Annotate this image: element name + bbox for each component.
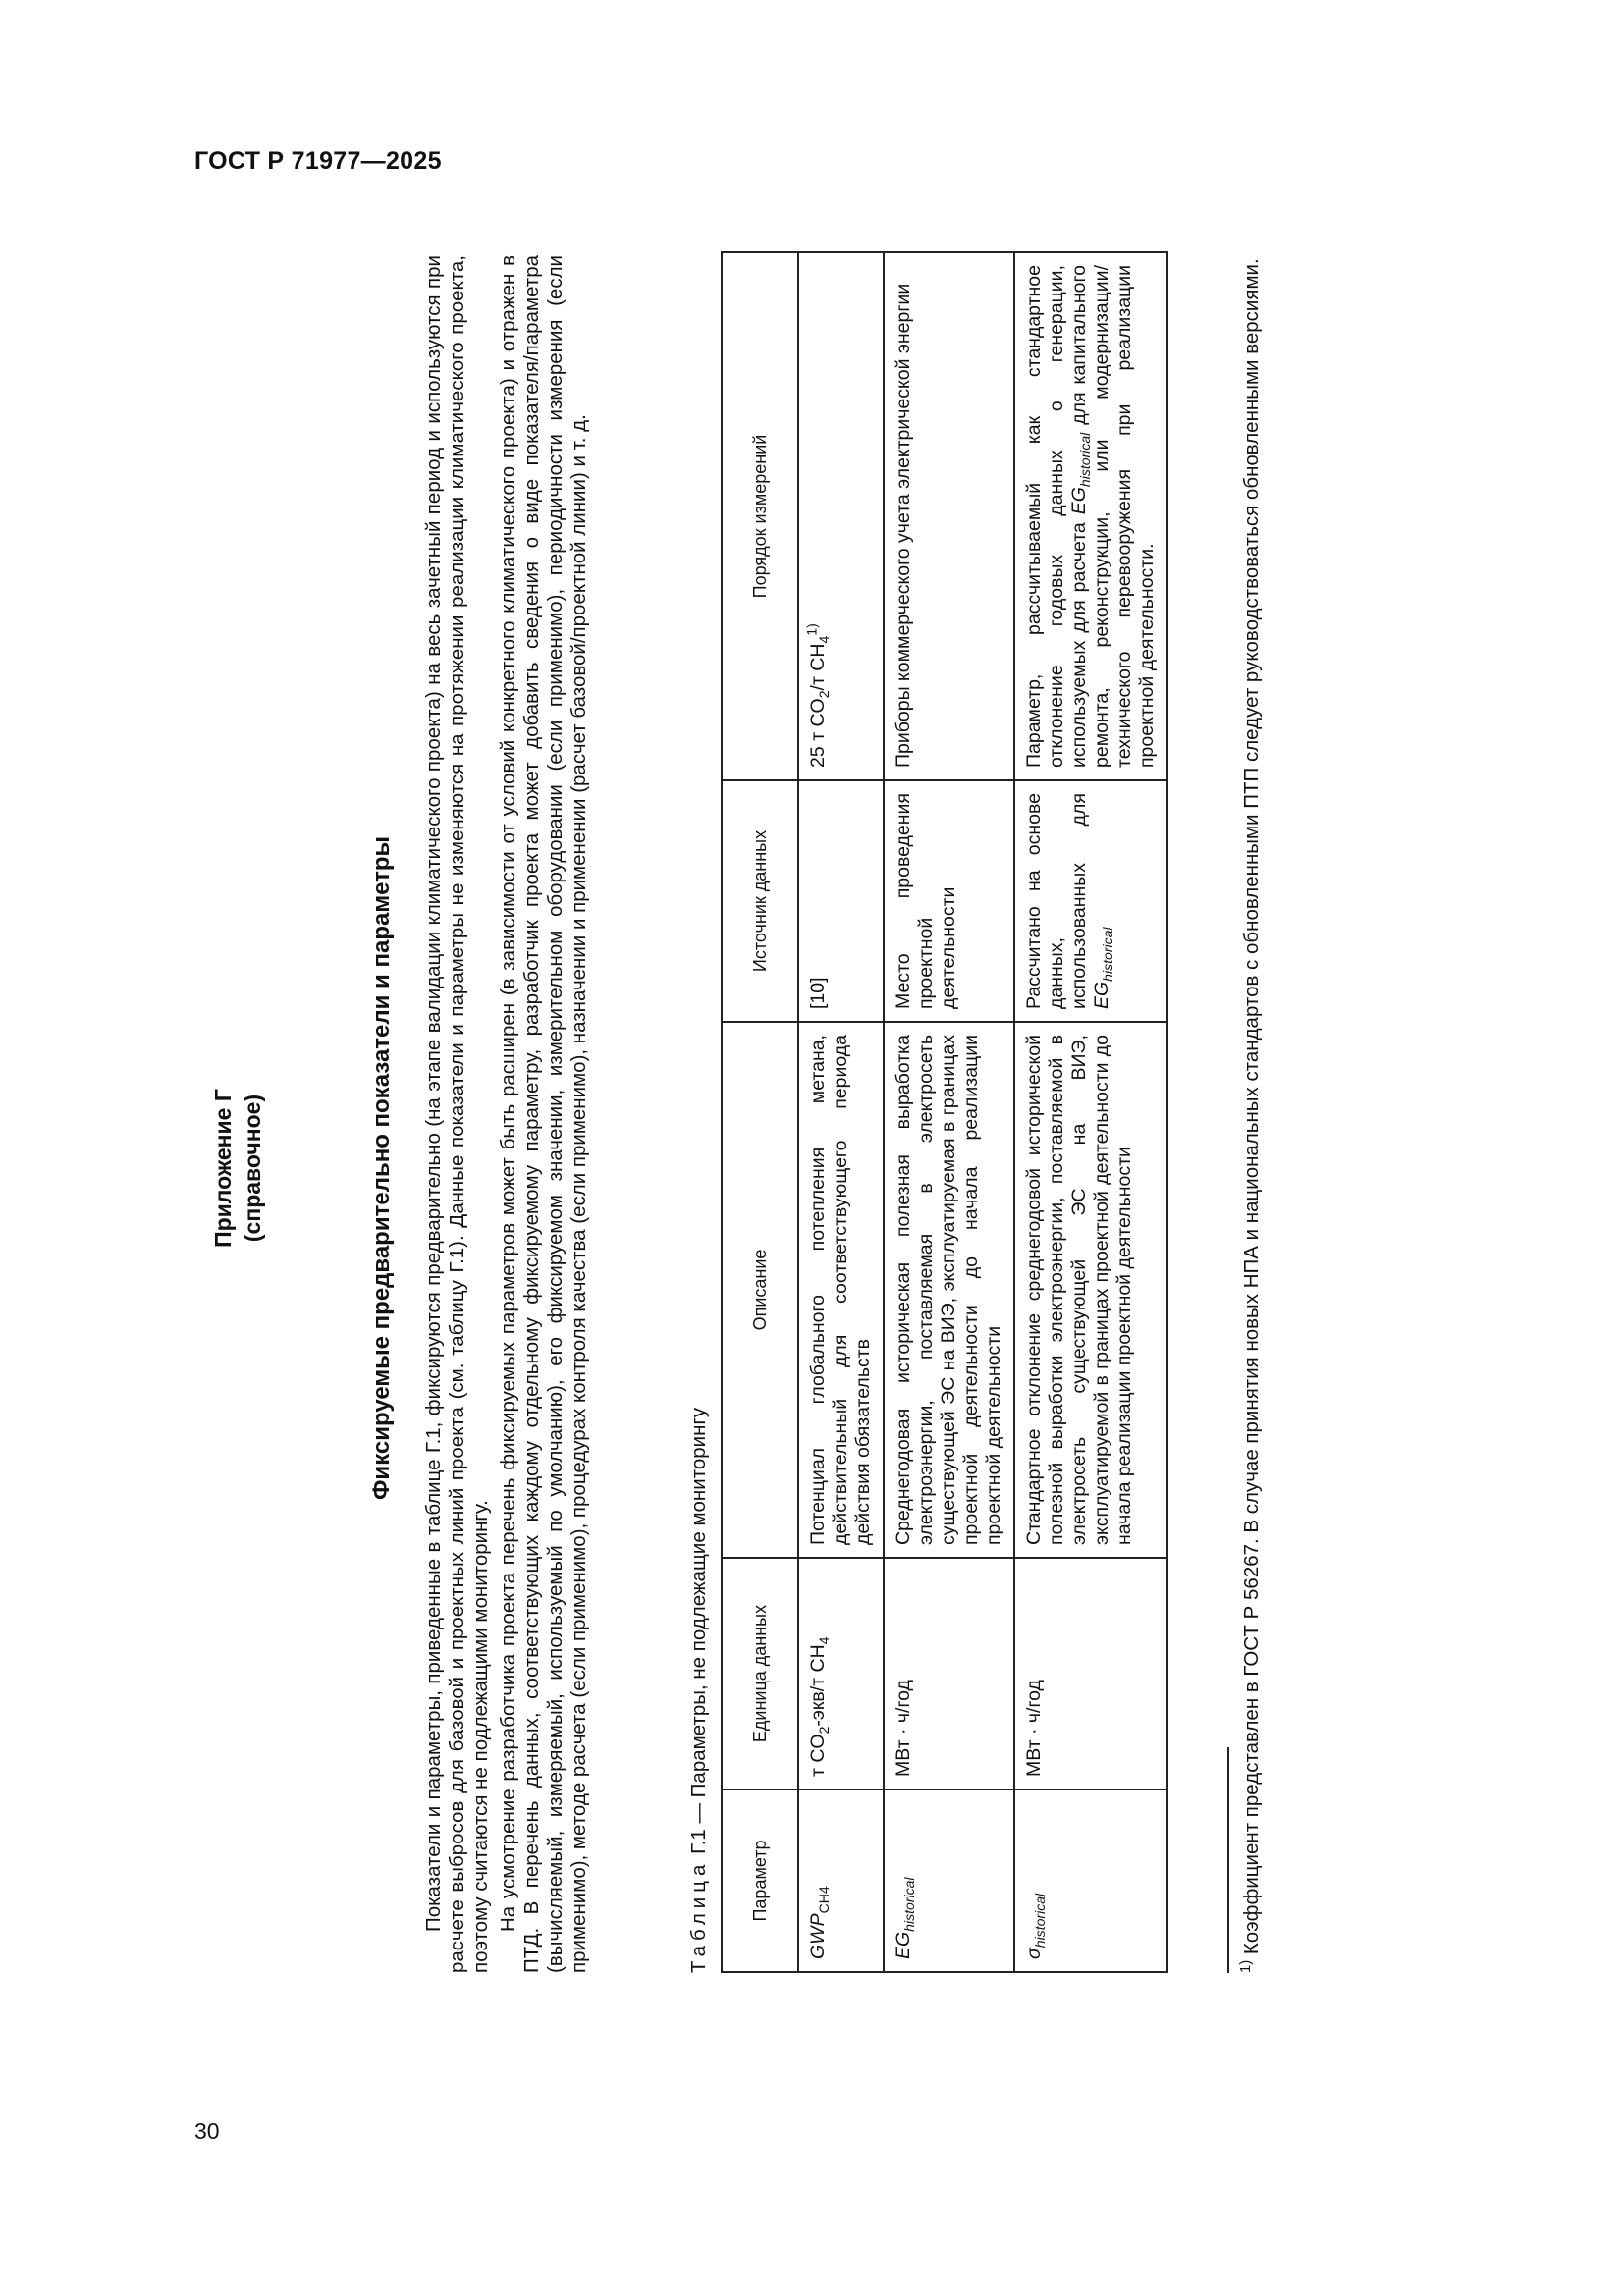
- cell-description: Среднегодовая историческая полезная выработка электроэнергии, поставляемая в электросеть существующей ЭС на ВИЭ, эксплуатируемая в границах проектной деятельности до начала реализации проектной деятельности: [884, 1022, 1014, 1558]
- table-caption: [687, 1408, 711, 1973]
- col-header-source: Источник данных: [722, 780, 798, 1022]
- cell-description: Стандартное отклонение среднегодовой исторической полезной выработки электроэнергии, поставляемой в электросеть существующей ЭС на ВИЭ, эксплуатируемой в границах проектной деятельности до начала реализации проектной деятельности: [1014, 1022, 1167, 1558]
- cell-measurement: Приборы коммерческого учета электрической энергии: [884, 252, 1014, 780]
- body-text: [422, 255, 595, 1973]
- cell-measurement: 25 т $CO_2/т$ $CH_4^{1)}$: [798, 252, 884, 780]
- table-caption-label: Таблица: [687, 1859, 710, 1973]
- appendix-subtitle: (справочное): [240, 1094, 265, 1243]
- section-title: Фиксируемые предварительно показатели и параметры: [368, 835, 395, 1501]
- footnote-text: Коэффициент представлен в ГОСТ Р 56267. В случае принятия новых НПА и национальных стандартов с обновленными ПТП следует руководствоваться обновленными версиями.: [1240, 258, 1263, 1960]
- table-caption-text: Г.1 — Параметры, не подлежащие мониторингу: [687, 1407, 710, 1854]
- paragraph: На усмотрение разработчика проекта перечень фиксируемых параметров может быть расширен (в зависимости от условий конкретного климатического проекта) и отражен в ПТД. В перечень данных, соответствующих каждому отдельному фиксируемому параметру, разработчик проекта может добавить сведения о виде показателя/параметра (вычисляемый, измеряемый, используемый по умолчанию), его фиксируемом значении, измерительном оборудовании (если применимо), периодичности измерения (если применимо), методе расчета (если применимо), процедурах контроля качества (если применимо), назначении и применении (расчет базовой/проектной линии) и т. д.: [497, 255, 590, 1973]
- cell-parameter: $EG_{historical}$: [884, 1789, 1014, 1972]
- paragraph: Показатели и параметры, приведенные в таблице Г.1, фиксируются предварительно (на этапе валидации климатического проекта) на весь зачетный период и используются при расчете выбросов для базовой и проектных линий проекта (см. таблицу Г.1). Данные показатели и параметры не изменяются на протяжении реализации климатического проекта, поэтому считаются не подлежащими мониторингу.: [422, 255, 492, 1973]
- appendix-heading: [208, 236, 267, 2101]
- appendix-title: Приложение Г: [210, 1089, 236, 1248]
- footnote: [1239, 255, 1264, 1973]
- cell-parameter: $\sigma_{historical}$: [1014, 1789, 1167, 1972]
- standard-header: ГОСТ Р 71977—2025: [194, 147, 442, 175]
- table-header-row: [722, 252, 798, 1972]
- col-header-parameter: Параметр: [722, 1789, 798, 1972]
- table-row: [884, 252, 1014, 1972]
- cell-description: Потенциал глобального потепления метана, действительный для соответствующего периода действия обязательств: [798, 1022, 884, 1558]
- cell-parameter: $GWP_{CH4}$: [798, 1789, 884, 1972]
- page-number: 30: [194, 2118, 220, 2144]
- rotated-content: [196, 236, 1326, 2101]
- col-header-measurement: Порядок измерений: [722, 252, 798, 780]
- cell-measurement: Параметр, рассчитываемый как стандартное отклонение годовых данных о генерации, используемых для расчета $EG_{historical}$ для капитального ремонта, реконструкции, или модернизации/технического перевооружения при реализации проектной деятельности.: [1014, 252, 1167, 780]
- cell-source: [10]: [798, 780, 884, 1022]
- cell-unit: МВт · ч/год: [884, 1558, 1014, 1789]
- cell-unit: МВт · ч/год: [1014, 1558, 1167, 1789]
- footnote-divider: [1227, 1747, 1229, 1973]
- col-header-unit: Единица данных: [722, 1558, 798, 1789]
- parameters-table: [721, 251, 1168, 1973]
- col-header-description: Описание: [722, 1022, 798, 1558]
- table-row: [798, 252, 884, 1972]
- cell-source: Место проведения проектной деятельности: [884, 780, 1014, 1022]
- cell-source: Рассчитано на основе данных, использованных для $EG_{historical}$: [1014, 780, 1167, 1022]
- cell-unit: т $CO_2-экв/т$ $CH_4$: [798, 1558, 884, 1789]
- footnote-mark: 1): [1238, 1959, 1255, 1973]
- table-row: [1014, 252, 1167, 1972]
